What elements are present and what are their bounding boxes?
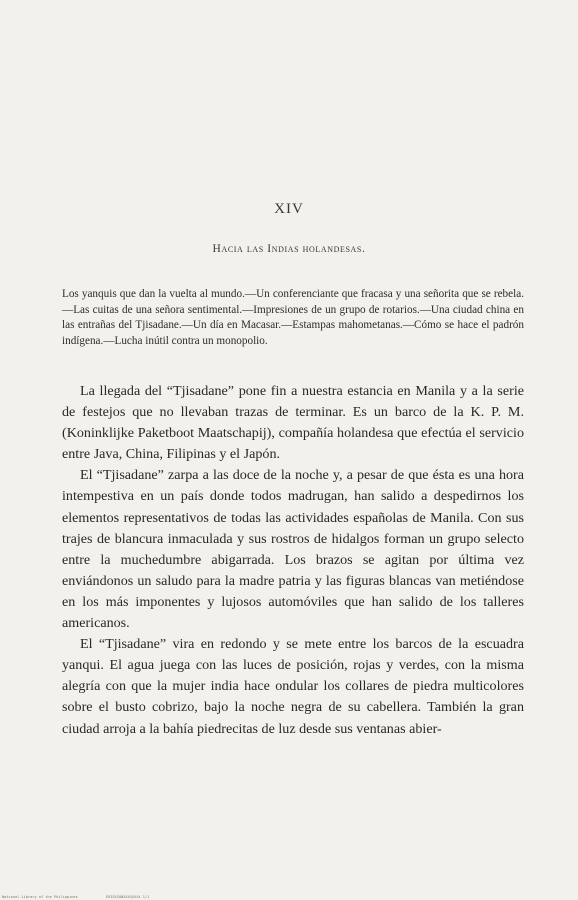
paragraph-2: El “Tjisadane” zarpa a las doce de la noche y, a pesar de que ésta es una hora intempestiva en un país donde todos madrugan, han salido a despedirnos los elementos representativos de todas las actividades españolas de Manila. Con sus trajes de blancura inmaculada y sus rostros de hidalgos forman un grupo selecto entre la muchedumbre abigarrada. Los brazos se agitan por última vez enviándonos un saludo para la madre patria y las figuras blancas van metiéndose en los más imponentes y lujosos automóviles que han salido de los talleres americanos. bbox=[62, 467, 524, 632]
chapter-title: Hacia las Indias holandesas. bbox=[212, 243, 366, 255]
chapter-body bbox=[62, 381, 524, 740]
footer-identifier: ERICKSONXXXXXXXX 1/1 bbox=[105, 895, 150, 899]
paragraph-1: La llegada del “Tjisadane” pone fin a nuestra estancia en Manila y a la serie de festejos que no llevaban trazas de terminar. Es un barco de la K. P. M. (Koninklijke Paketboot Maatschapij), compañía holandesa que efectúa el servicio entre Java, China, Filipinas y el Japón. bbox=[62, 383, 524, 463]
scan-footer bbox=[2, 895, 175, 899]
chapter-number: XIV bbox=[274, 201, 304, 217]
paragraph-3: El “Tjisadane” vira en redondo y se mete entre los barcos de la escuadra yanqui. El agua juega con las luces de posición, rojas y verdes, con la misma alegría con que la mujer india hace ondular los collares de piedra multicolores sobre el busto cobrizo, bajo la noche negra de su cabellera. También la gran ciudad arroja a la bahía piedrecitas de luz desde sus ventanas abier- bbox=[62, 636, 524, 737]
chapter-summary: Los yanquis que dan la vuelta al mundo.—Un conferenciante que fracasa y una señorita que se rebela.—Las cuitas de una señora sentimental.—Impresiones de un grupo de rotarios.—Una ciudad china en las entrañas del Tjisadane.—Un día en Macasar.—Estampas mahometanas.—Cómo se hace el padrón indígena.—Lucha inútil contra un monopolio. bbox=[62, 288, 524, 347]
footer-library: National Library of the Philippines bbox=[2, 895, 78, 899]
